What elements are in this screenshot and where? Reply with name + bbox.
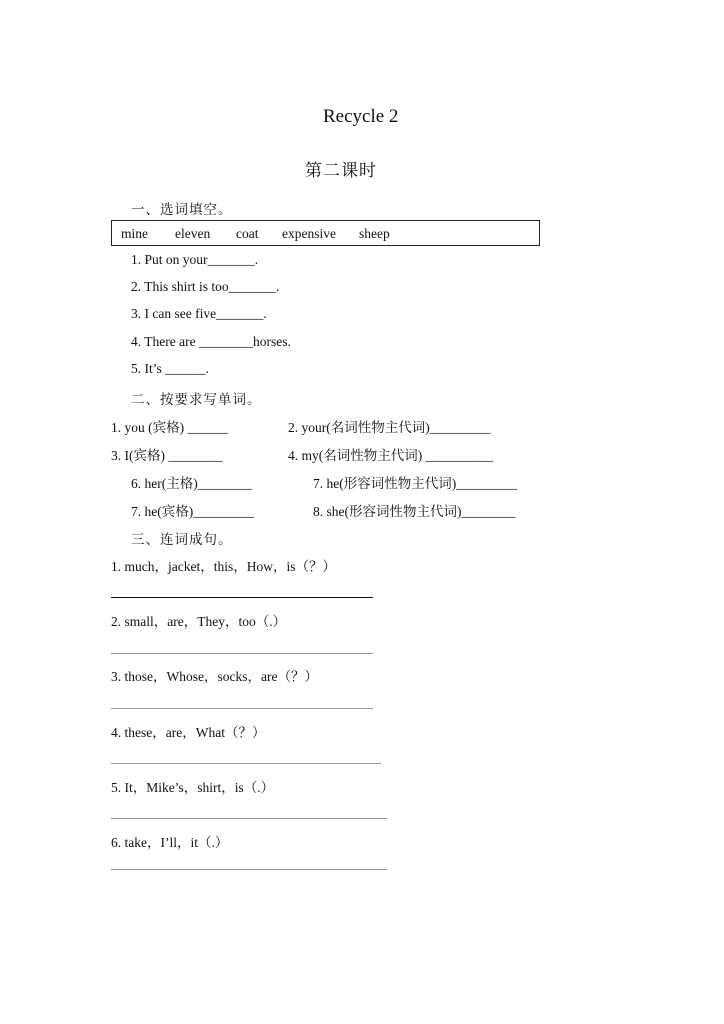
word-form-question: 7. he(宾格)_________ [131,504,254,519]
sentence-question: 3. those，Whose，socks，are（？） [111,669,318,684]
word-bank-item: expensive [282,226,336,241]
fill-blank-question: 1. Put on your_______. [131,252,259,267]
word-form-question: 2. your(名词性物主代词)_________ [288,420,491,435]
word-bank-box [111,220,540,246]
word-form-question: 6. her(主格)________ [131,476,252,491]
answer-line [111,653,373,654]
fill-blank-question: 5. It’s ______. [131,361,210,376]
word-bank-item: mine [121,226,148,241]
page-title: Recycle 2 [323,106,399,127]
fill-blank-question: 3. I can see five_______. [131,306,267,321]
sentence-question: 4. these，are，What（？） [111,725,266,740]
section-heading-word-forms: 二、按要求写单词。 [131,392,262,407]
word-form-question: 8. she(形容词性物主代词)________ [313,504,516,519]
word-form-question: 1. you (宾格) ______ [111,420,228,435]
page-subtitle: 第二课时 [305,161,377,180]
sentence-question: 5. It，Mike’s，shirt，is（.） [111,780,275,795]
sentence-question: 6. take，I’ll，it（.） [111,835,229,850]
sentence-question: 2. small，are，They，too（.） [111,614,287,629]
sentence-question: 1. much，jacket，this，How，is（？） [111,559,336,574]
section-heading-sentences: 三、连词成句。 [131,532,233,547]
answer-line [111,869,387,870]
word-bank-item: eleven [175,226,211,241]
answer-line [111,597,373,598]
fill-blank-question: 4. There are ________horses. [131,334,291,349]
answer-line [111,763,381,764]
word-form-question: 7. he(形容词性物主代词)_________ [313,476,517,491]
section-heading-fill-in: 一、选词填空。 [131,202,233,217]
answer-line [111,818,387,819]
fill-blank-question: 2. This shirt is too_______. [131,279,280,294]
word-bank-item: coat [236,226,259,241]
answer-line [111,708,373,709]
word-form-question: 3. I(宾格) ________ [111,448,223,463]
word-bank-item: sheep [359,226,390,241]
word-form-question: 4. my(名词性物主代词) __________ [288,448,494,463]
